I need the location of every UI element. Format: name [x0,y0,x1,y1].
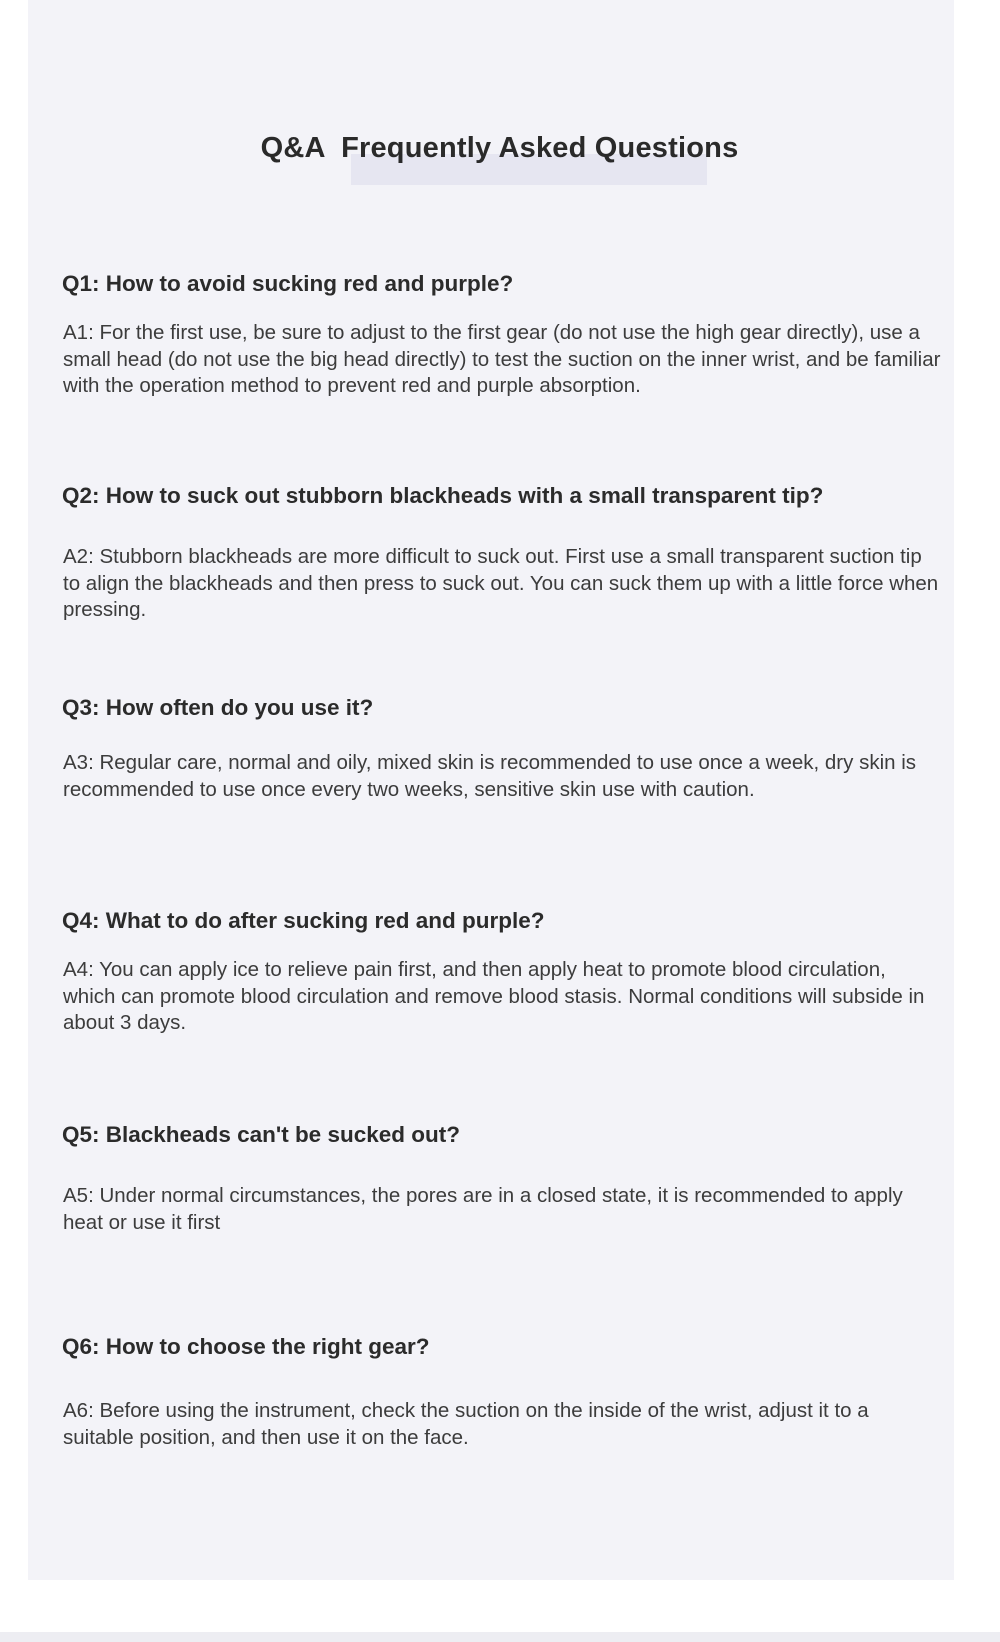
faq-question-3: Q3: How often do you use it? [62,695,374,720]
faq-item-3 [62,694,942,803]
faq-answer-1: A1: For the first use, be sure to adjust to the first gear (do not use the high gear directly), use a small head (do not use the big head directly) to test the suction on the inner wrist, and be familiar with the operation method to prevent red and purple absorption. [63,321,941,397]
faq-answer-6: A6: Before using the instrument, check the suction on the inside of the wrist, adjust it to a suitable position, and then use it on the face. [63,1399,869,1449]
faq-item-5 [62,1121,942,1236]
faq-answer-3: A3: Regular care, normal and oily, mixed skin is recommended to use once a week, dry skin is recommended to use once every two weeks, sensitive skin use with caution. [63,751,917,801]
bottom-divider [0,1632,1000,1642]
faq-question-4: Q4: What to do after sucking red and purple? [62,908,545,933]
faq-answer-5: A5: Under normal circumstances, the pores are in a closed state, it is recommended to apply heat or use it first [63,1184,903,1234]
faq-item-6 [62,1333,942,1451]
faq-question-1: Q1: How to avoid sucking red and purple? [62,271,514,296]
faq-item-1 [62,270,942,400]
faq-question-6: Q6: How to choose the right gear? [62,1334,430,1359]
faq-item-2 [62,482,942,624]
faq-answer-2: A2: Stubborn blackheads are more difficult to suck out. First use a small transparent suction tip to align the blackheads and then press to suck out. You can suck them up with a little force when pressing. [63,545,939,621]
title-container [28,132,954,165]
faq-question-5: Q5: Blackheads can't be sucked out? [62,1122,460,1147]
faq-item-4 [62,907,942,1037]
faq-answer-4: A4: You can apply ice to relieve pain first, and then apply heat to promote blood circulation, which can promote blood circulation and remove blood stasis. Normal conditions will subside in about 3 days. [63,958,925,1034]
faq-question-2: Q2: How to suck out stubborn blackheads with a small transparent tip? [62,483,824,508]
page-title: Q&A Frequently Asked Questions [260,132,739,164]
